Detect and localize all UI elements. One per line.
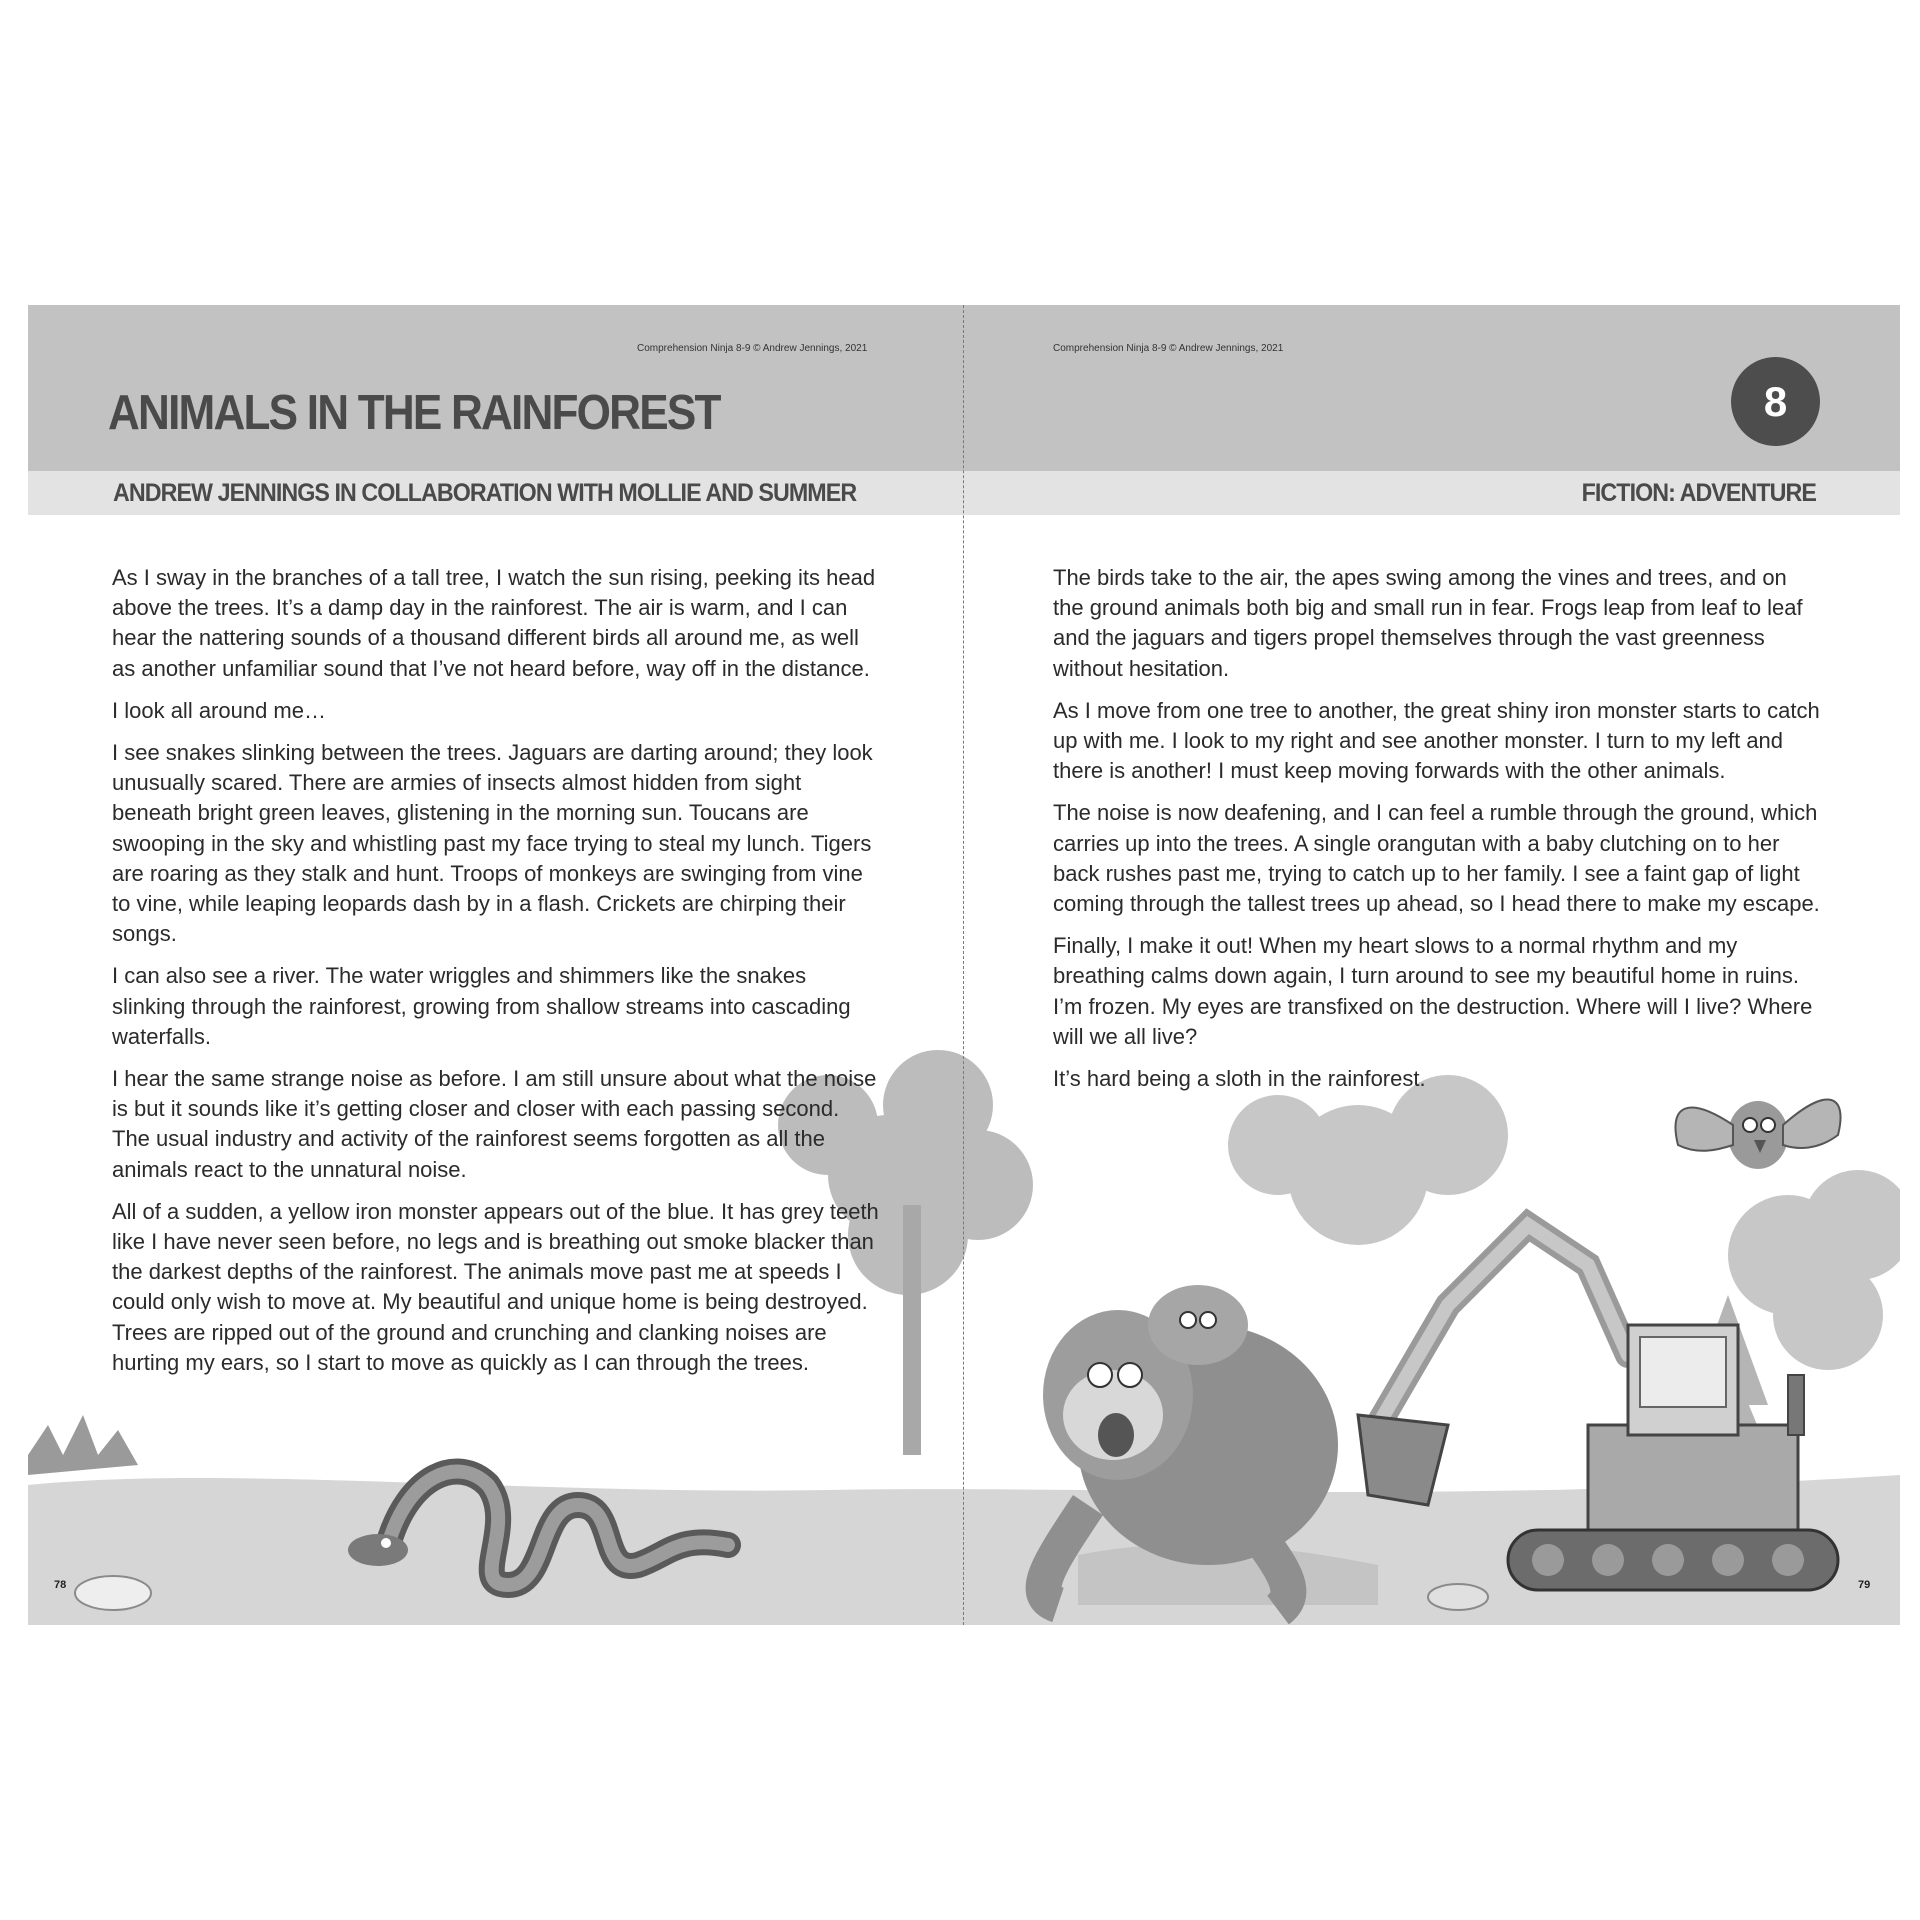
- paragraph: As I sway in the branches of a tall tree, I watch the sun rising, peeking its head above the trees. It’s a damp day in the rainforest. The air is warm, and I can hear the nattering sounds of a thousand different birds all around me, as well as another unfamiliar sound that I’ve not heard before, way off in the distance.: [112, 565, 876, 681]
- left-page-text: [112, 563, 882, 1390]
- paragraph: I see snakes slinking between the trees. Jaguars are darting around; they look unusually scared. There are armies of insects almost hidden from sight beneath bright green leaves, glistening in the morning sun. Toucans are swooping in the sky and whistling past my face trying to steal my lunch. Tigers are roaring as they stalk and hunt. Troops of monkeys are swinging from vine to vine, while leaping leopards dash by in a flash. Crickets are chirping their songs.: [112, 740, 873, 947]
- page-number-right: 79: [1858, 1579, 1871, 1591]
- genre-label: FICTION: ADVENTURE: [1581, 479, 1816, 507]
- tree-trunk-left: [903, 1205, 921, 1455]
- paragraph: It’s hard being a sloth in the rainforest.: [1053, 1066, 1426, 1092]
- paragraph: Finally, I make it out! When my heart slows to a normal rhythm and my breathing calms down again, I turn around to see my beautiful home in ruins. I’m frozen. My eyes are transfixed on the destruction. Where will I live? Where will we all live?: [1053, 933, 1813, 1049]
- paragraph: I look all around me…: [112, 697, 326, 723]
- excavator-body: [1588, 1425, 1798, 1535]
- snake-head: [348, 1534, 408, 1566]
- author-byline: ANDREW JENNINGS IN COLLABORATION WITH MOLLIE AND SUMMER: [113, 479, 857, 507]
- unit-number-badge: 8: [1731, 357, 1820, 446]
- grass-tufts: [28, 1415, 138, 1475]
- bird: [1675, 1100, 1840, 1169]
- paragraph: I can also see a river. The water wriggles and shimmers like the snakes slinking through the rainforest, growing from shallow streams into cascading waterfalls.: [112, 963, 851, 1049]
- copyright-right: Comprehension Ninja 8-9 © Andrew Jennings, 2021: [1053, 343, 1284, 354]
- paragraph: The noise is now deafening, and I can feel a rumble through the ground, which carries up into the trees. A single orangutan with a baby clutching on to her back rushes past me, trying to catch up to her family. I see a faint gap of light coming through the tallest trees up ahead, so I head there to make my escape.: [1053, 800, 1820, 917]
- page-title: ANIMALS IN THE RAINFOREST: [108, 386, 720, 440]
- rock-right: [1428, 1584, 1488, 1610]
- copyright-left: Comprehension Ninja 8-9 © Andrew Jennings, 2021: [637, 343, 868, 354]
- excavator-bucket: [1358, 1415, 1448, 1505]
- right-page-text: [1053, 563, 1823, 1106]
- paragraph: As I move from one tree to another, the great shiny iron monster starts to catch up with me. I look to my right and see another monster. I turn to my left and there is another! I must keep moving forwards with the other animals.: [1053, 697, 1820, 784]
- paragraph: I hear the same strange noise as before. I am still unsure about what the noise is but it sounds like it’s getting closer and closer with each passing second. The usual industry and activity of the rainforest seems forgotten as all the animals react to the unnatural noise.: [112, 1066, 877, 1182]
- paragraph: All of a sudden, a yellow iron monster appears out of the blue. It has grey teeth like I have never seen before, no legs and is breathing out smoke blacker than the darkest depths of the rainforest. The animals move past me at speeds I could only wish to move at. My beautiful and unique home is being destroyed. Trees are ripped out of the ground and crunching and clanking noises are hurting my ears, so I start to move as quickly as I can through the trees.: [112, 1198, 879, 1375]
- page-number-left: 78: [54, 1579, 67, 1591]
- paragraph: The birds take to the air, the apes swing among the vines and trees, and on the ground animals both big and small run in fear. Frogs leap from leaf to leaf and the jaguars and tigers propel themselves through the vast greenness without hesitation.: [1053, 565, 1803, 681]
- rock-left: [75, 1576, 151, 1610]
- page-gutter: [963, 305, 964, 1625]
- book-spread: [28, 305, 1900, 1625]
